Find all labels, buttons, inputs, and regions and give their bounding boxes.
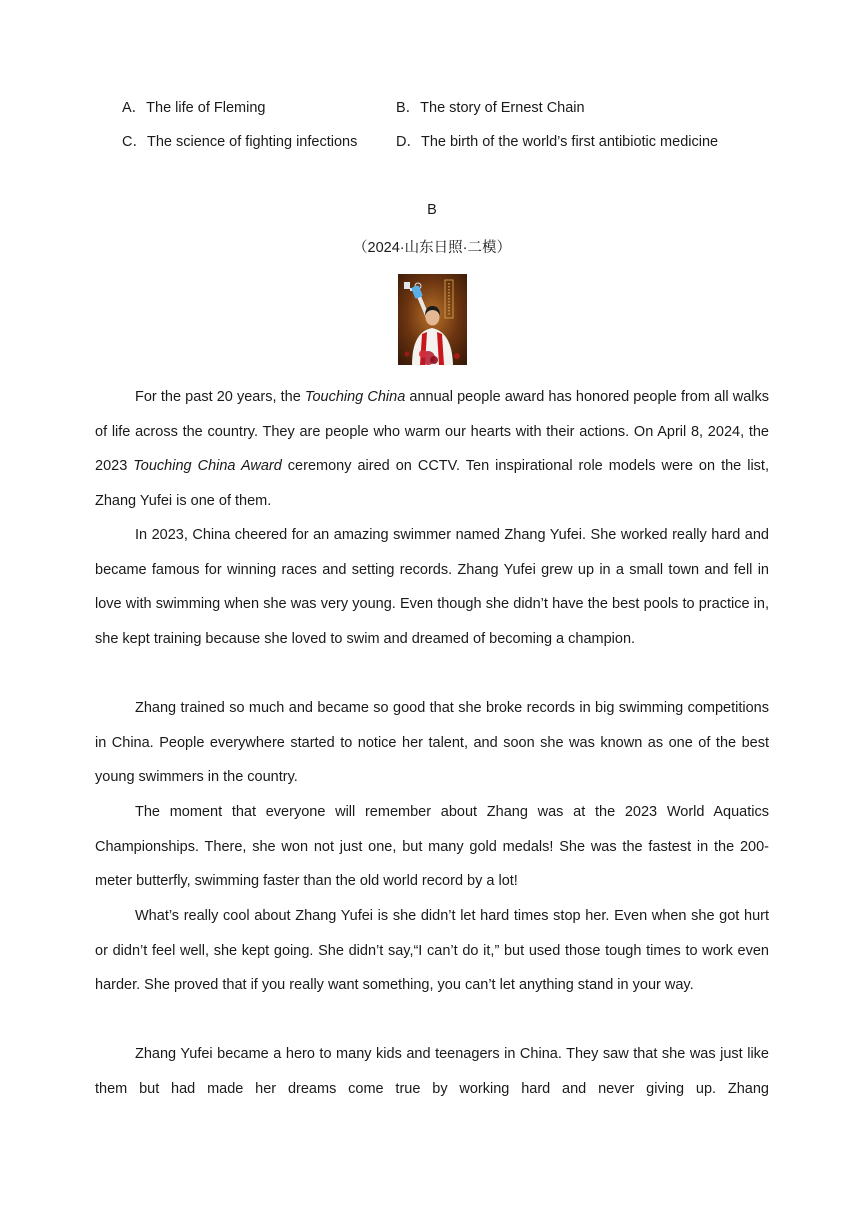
paragraph-2: In 2023, China cheered for an amazing swimmer named Zhang Yufei. She worked really hard and became famous for winning races and setting records. Zhang Yufei grew up in a small town and fell in love with swimming when she was very young. Even though she didn’t have the best pools to practice in, she kept training because she loved to swim and dreamed of becoming a champion. (95, 527, 769, 648)
cctv-logo (404, 282, 410, 289)
paragraph-6: Zhang Yufei became a hero to many kids and teenagers in China. They saw that she was just like them but had made her dreams come true by working hard and never giving up. Zhang (95, 1046, 769, 1097)
paragraph-5: What’s really cool about Zhang Yufei is she didn’t let hard times stop her. Even when she got hurt or didn’t feel well, she kept going. She didn’t say,“I can’t do it,” but used those tough times to work even harder. She proved that if you really want something, you can’t let anything stand in your way. (95, 908, 769, 994)
section-letter: B (427, 202, 437, 218)
option-b: B．The story of Ernest Chain (396, 100, 585, 116)
option-c: C．The science of fighting infections (122, 134, 358, 150)
paragraph-1: For the past 20 years, the Touching China annual people award has honored people from all walks of life across the country. They are people who warm our hearts with their actions. On April 8, 2024, the 2023 Touching China Award ceremony aired on CCTV. Ten inspirational role models were on the list, Zhang Yufei is one of them. (95, 389, 769, 510)
paragraph-3: Zhang trained so much and became so good that she broke records in big swimming competitions in China. People everywhere started to notice her talent, and soon she was known as one of the best young swimmers in the country. (95, 700, 769, 786)
paragraph-4: The moment that everyone will remember about Zhang was at the 2023 World Aquatics Championships. There, she won not just one, but many gold medals! She was the fastest in the 200-meter butterfly, swimming faster than the old world record by a lot! (95, 804, 769, 890)
option-d: D．The birth of the world’s first antibiotic medicine (396, 134, 719, 150)
option-a: A．The life of Fleming (122, 100, 266, 116)
swimmer-award-photo (398, 274, 467, 365)
section-source: （2024·山东日照·二模） (353, 240, 511, 256)
